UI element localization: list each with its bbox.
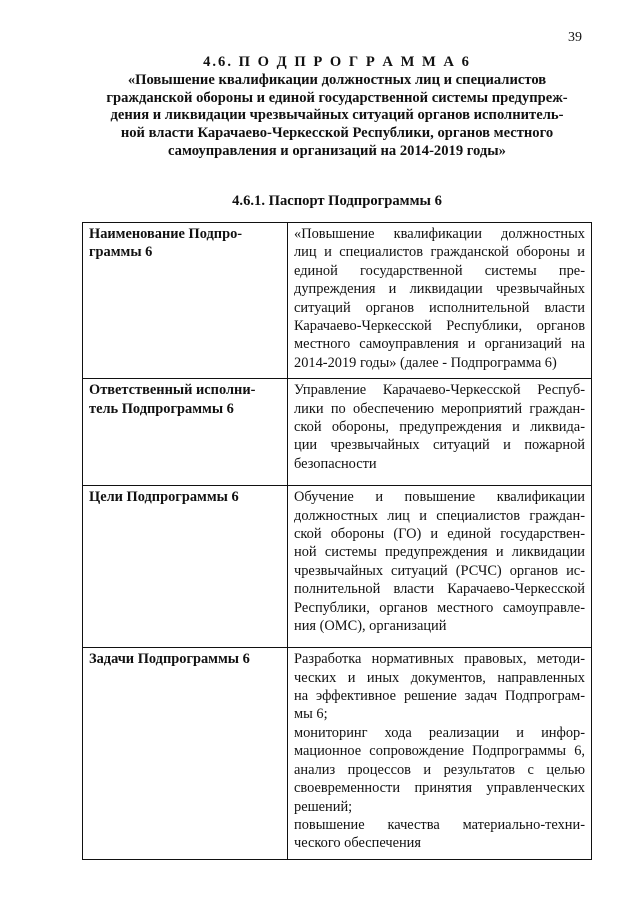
value-line: лики по обеспечению мероприятий граждан- (294, 400, 585, 417)
program-title-line: самоуправления и организаций на 2014-2019 годы» (168, 142, 506, 159)
value-line: ситуаций органов исполнительной власти (294, 299, 585, 316)
label-line: Наименование Подпро- (89, 226, 243, 242)
passport-table (82, 222, 592, 860)
value-line: 2014-2019 годы» (далее - Подпрограмма 6) (294, 354, 557, 371)
page-number: 39 (568, 30, 582, 45)
value-line: ской обороны (ГО) и единой государствен- (294, 526, 585, 543)
program-title-line: гражданской обороны и единой государственной системы предупреж- (106, 89, 568, 106)
value-line: чрезвычайных ситуаций (РСЧС) органов ис- (294, 562, 585, 579)
table-row (83, 379, 592, 486)
value-line: ния (ОМС), организаций (294, 618, 447, 635)
value-line: ческого обеспечения (294, 835, 421, 852)
value-line: ной системы предупреждения и ликвидации (294, 544, 585, 561)
label-line: граммы 6 (89, 244, 153, 261)
value-line: Карачаево-Черкесской Республики, органов (294, 318, 585, 335)
value-line: Обучение и повышение квалификации (294, 489, 585, 506)
value-line: решений; (294, 798, 353, 815)
row-value-goals (288, 486, 592, 648)
passport-subheading: 4.6.1. Паспорт Подпрограммы 6 (232, 193, 442, 209)
value-line: «Повышение квалификации должностных (294, 226, 585, 242)
row-label-responsible (83, 379, 288, 486)
value-line: мониторинг хода реализации и инфор- (294, 724, 585, 741)
program-title-line: дения и ликвидации чрезвычайных ситуаций органов исполнитель- (110, 107, 564, 124)
value-line: Республики, органов местного самоуправле- (294, 599, 585, 616)
row-label-name (83, 223, 288, 379)
program-title-line: «Повышение квалификации должностных лиц и специалистов (127, 71, 547, 88)
value-line: дупреждения и ликвидации чрезвычайных (294, 281, 585, 298)
value-line: анализ процессов и результатов с целью (294, 761, 585, 778)
label-line: Задачи Подпрограммы 6 (89, 651, 250, 668)
value-line: мационное сопровождение Подпрограммы 6, (294, 743, 585, 760)
value-line: ской обороны, предупреждения и ликвида- (294, 419, 585, 436)
value-line: своевременности принятия управленческих (294, 780, 585, 797)
row-value-tasks (288, 648, 592, 859)
value-line: полнительной власти Карачаево-Черкесской (294, 581, 585, 598)
value-line: лиц и специалистов гражданской обороны и (294, 244, 585, 261)
value-line: мы 6; (294, 706, 328, 723)
value-line: на эффективное решение задач Подпрограм- (294, 688, 585, 705)
table-row (83, 486, 592, 648)
value-line: повышение качества материально-техни- (294, 816, 585, 833)
value-line: безопасности (294, 455, 377, 472)
value-line: ции чрезвычайных ситуаций и пожарной (294, 437, 585, 454)
program-number-title: 4.6. П О Д П Р О Г Р А М М А 6 (203, 54, 471, 70)
value-line: Управление Карачаево-Черкесской Респуб- (294, 382, 585, 399)
label-line: тель Подпрограммы 6 (89, 400, 234, 417)
row-label-goals (83, 486, 288, 648)
row-label-tasks (83, 648, 288, 859)
table-row (83, 648, 592, 859)
table-row (83, 223, 592, 379)
program-title-line: ной власти Карачаево-Черкесской Республики, органов местного (120, 125, 554, 142)
row-value-responsible (288, 379, 592, 486)
row-value-name (288, 223, 592, 379)
value-line: единой государственной системы пре- (294, 262, 585, 279)
label-line: Ответственный исполни- (89, 382, 256, 399)
program-heading (76, 54, 598, 161)
value-line: ческих и иных документов, направленных (294, 669, 585, 686)
value-line: Разработка нормативных правовых, методи- (294, 651, 585, 668)
label-line: Цели Подпрограммы 6 (89, 489, 239, 506)
value-line: местного самоуправления и организаций на (294, 336, 585, 353)
value-line: должностных лиц и специалистов граждан- (294, 507, 585, 524)
